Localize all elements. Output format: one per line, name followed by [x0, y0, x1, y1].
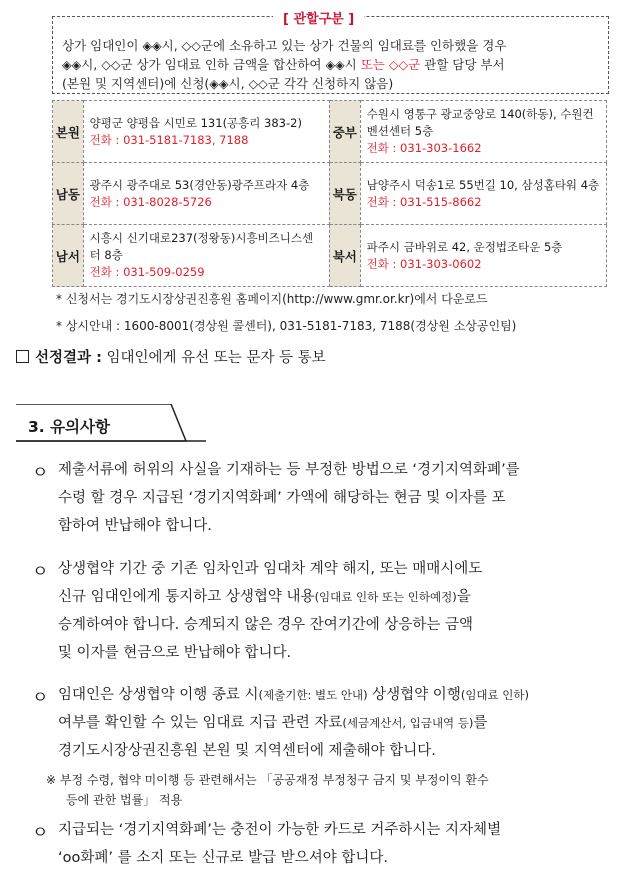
jurisdiction-text	[62, 36, 600, 93]
notice-line: 상생협약 기간 중 기존 임차인과 임대차 계약 해지, 또는 매매시에도	[58, 561, 483, 577]
bullet-circle-icon: ㅇ	[32, 688, 49, 708]
notice-line: 경기도시장상권진흥원 본원 및 지역센터에 제출해야 합니다.	[58, 743, 436, 759]
notice-line: ‘oo화폐’ 를 소지 또는 신규로 발급 받으셔야 합니다.	[58, 850, 388, 866]
table-row	[53, 225, 607, 287]
notice-small-text: (임대료 인하 또는 인하예정)	[314, 590, 457, 604]
jurisdiction-line-2a: ◈◈시, ◇◇군 상가 임대료 인하 금액을 합산하여 ◈◈시	[62, 57, 361, 72]
office-label: 중부	[329, 101, 360, 163]
notice-text: 을	[456, 589, 471, 605]
notice-text: 임대인은 상생협약 이행 종료 시	[58, 687, 259, 703]
download-note: * 신청서는 경기도시장상권진흥원 홈페이지(http://www.gmr.or.kr)에서 다운로드	[56, 292, 488, 306]
notice-text: 신규 임대인에게 통지하고 상생협약 내용	[58, 589, 315, 605]
jurisdiction-line-2	[62, 55, 600, 74]
bullet-circle-icon: ㅇ	[32, 463, 49, 483]
notice-line: 함하여 반납해야 합니다.	[58, 518, 212, 534]
notice-item-2	[58, 555, 610, 667]
section-heading: 3. 유의사항	[28, 418, 110, 436]
office-phone: 전화 : 031-303-1662	[366, 141, 482, 155]
notice-line	[58, 681, 610, 709]
office-phone: 전화 : 031-303-0602	[366, 256, 482, 271]
notice-item-4	[58, 816, 610, 872]
notice-small-text: (제출기한: 별도 안내)	[258, 688, 368, 702]
notice-line: 지급되는 ‘경기지역화폐’는 충전이 가능한 카드로 거주하시는 지자체별	[58, 822, 502, 838]
jurisdiction-line-2b: 또는 ◇◇군	[360, 57, 421, 72]
notice-small-text: (임대료 인하)	[460, 688, 530, 702]
office-address: 양평군 양평읍 시민로 131(공흥리 383-2)	[89, 115, 302, 130]
checkbox-square-icon	[16, 350, 29, 363]
notice-item-1	[58, 456, 610, 540]
selection-result	[16, 346, 326, 367]
office-phone: 전화 : 031-5181-7183, 7188	[89, 132, 249, 147]
selection-text: 임대인에게 유선 또는 문자 등 통보	[101, 350, 326, 366]
office-table	[52, 100, 607, 287]
contact-note: * 상시안내 : 1600-8001(경상원 콜센터), 031-5181-7183, 7188(경상원 소상공인팀)	[56, 319, 517, 333]
notice-small-text: (세금계산서, 입금내역 등)	[342, 716, 474, 730]
office-address: 광주시 광주대로 53(경안동)광주프라자 4층	[89, 177, 310, 192]
jurisdiction-line-3: (본원 및 지역센터)에 신청(◈◈시, ◇◇군 각각 신청하지 않음)	[62, 76, 394, 91]
notice-line	[58, 709, 610, 737]
office-label: 북동	[329, 163, 360, 225]
notice-text: 를	[473, 715, 488, 731]
office-address: 남양주시 덕송1로 55번길 10, 삼성홈타워 4층	[366, 177, 600, 192]
office-label: 남동	[53, 163, 84, 225]
office-label: 남서	[53, 225, 84, 287]
notice-text: 상생협약 이행	[367, 687, 461, 703]
table-row	[53, 163, 607, 225]
office-info	[83, 225, 329, 287]
office-phone: 전화 : 031-509-0259	[89, 265, 205, 279]
office-phone: 전화 : 031-515-8662	[366, 194, 482, 209]
office-phone: 전화 : 031-8028-5726	[89, 194, 212, 209]
legal-note	[46, 770, 606, 810]
bullet-circle-icon: ㅇ	[32, 562, 49, 582]
office-info	[360, 225, 606, 287]
office-info	[360, 163, 606, 225]
legal-note-line: 등에 관한 법률」 적용	[66, 793, 183, 807]
notice-line	[58, 583, 610, 611]
office-address: 수원시 영통구 광교중앙로 140(하동), 수원컨벤션센터 5층	[366, 107, 594, 138]
office-address: 시흥시 신기대로237(정왕동)시흥비즈니스센터 8층	[89, 231, 314, 262]
notice-line: 제출서류에 허위의 사실을 기재하는 등 부정한 방법으로 ‘경기지역화폐’를	[58, 462, 520, 478]
office-address: 파주시 금바위로 42, 운정법조타운 5층	[366, 239, 563, 254]
selection-label: 선정결과 :	[35, 350, 102, 366]
office-info	[83, 101, 329, 163]
notice-text: 여부를 확인할 수 있는 임대료 지급 관련 자료	[58, 715, 343, 731]
jurisdiction-line-2c: 관할 담당 부서	[420, 57, 505, 72]
office-label: 본원	[53, 101, 84, 163]
notice-item-3	[58, 681, 610, 765]
table-row	[53, 101, 607, 163]
bullet-circle-icon: ㅇ	[32, 823, 49, 843]
jurisdiction-title: [ 관할구분 ]	[273, 8, 364, 27]
notice-line: 승계하여야 합니다. 승계되지 않은 경우 잔여기간에 상응하는 금액	[58, 617, 474, 633]
notice-line: 수령 할 경우 지급된 ‘경기지역화폐’ 가액에 해당하는 현금 및 이자를 포	[58, 490, 506, 506]
jurisdiction-line-1: 상가 임대인이 ◈◈시, ◇◇군에 소유하고 있는 상가 건물의 임대료를 인하했을 경우	[62, 38, 507, 53]
office-info	[360, 101, 606, 163]
legal-note-line: ※ 부정 수령, 협약 미이행 등 관련해서는 「공공재정 부정청구 금지 및 부정이익 환수	[46, 773, 489, 787]
notice-line: 및 이자를 현금으로 반납해야 합니다.	[58, 645, 292, 661]
office-label: 북서	[329, 225, 360, 287]
office-info	[83, 163, 329, 225]
